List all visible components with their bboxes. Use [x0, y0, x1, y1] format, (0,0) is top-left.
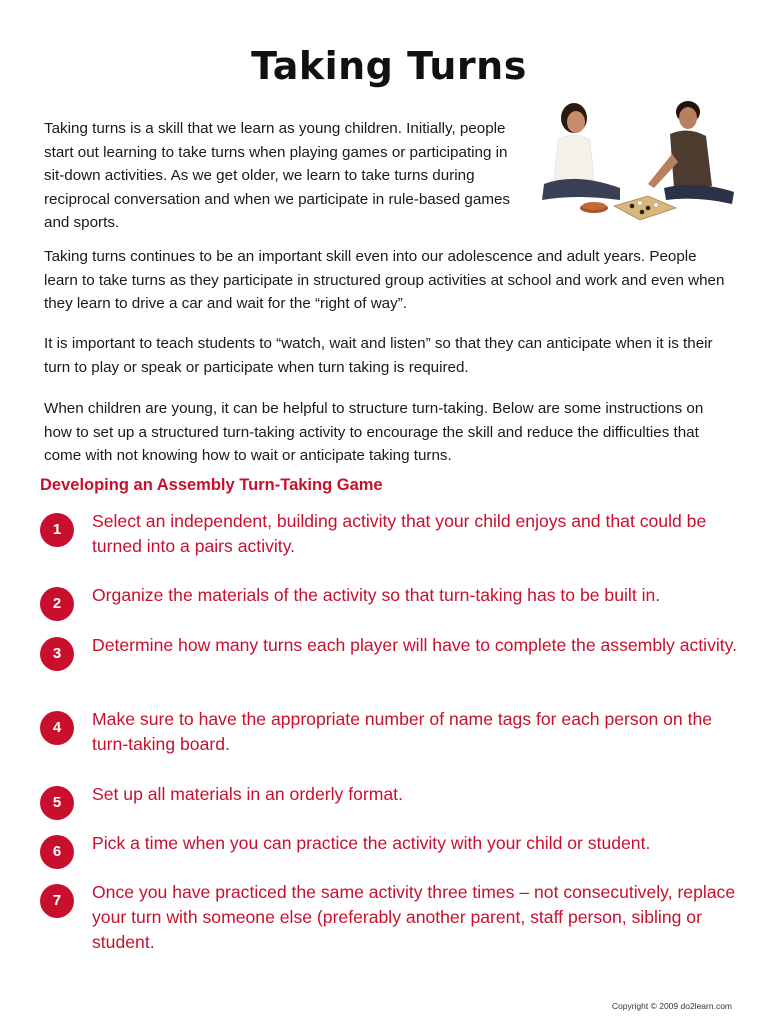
- step-text: Determine how many turns each player will have to complete the assembly activity.: [92, 635, 738, 655]
- step-number-badge: 4: [40, 711, 74, 745]
- step-text: Organize the materials of the activity so that turn-taking has to be built in.: [92, 585, 661, 605]
- paragraph-structure: When children are young, it can be helpful to structure turn-taking. Below are some instructions on how to set up a structured turn-taking activity to encourage the skill and reduce the difficulties that come with not knowing how to wait or anticipate taking turns.: [44, 400, 704, 464]
- photo-people-playing-game: [536, 96, 736, 226]
- page-title: Taking Turns: [251, 44, 527, 88]
- step-number-badge: 3: [40, 637, 74, 671]
- step-text: Make sure to have the appropriate number of name tags for each person on the turn-taking board.: [92, 709, 713, 754]
- step-number-badge: 7: [40, 884, 74, 918]
- section-heading: Developing an Assembly Turn-Taking Game: [40, 476, 383, 494]
- step-number-badge: 5: [40, 786, 74, 820]
- step-text: Pick a time when you can practice the activity with your child or student.: [92, 833, 651, 853]
- step-text: Set up all materials in an orderly format.: [92, 784, 403, 804]
- step-number-badge: 1: [40, 513, 74, 547]
- step-number-badge: 2: [40, 587, 74, 621]
- step-text: Select an independent, building activity that your child enjoys and that could be turned into a pairs activity.: [92, 511, 707, 556]
- paragraph-adolescence: Taking turns continues to be an important skill even into our adolescence and adult years. People learn to take turns as they participate in structured group activities at school and work and even when they learn to drive a car and wait for the “right of way”.: [44, 248, 725, 312]
- step-number-badge: 6: [40, 835, 74, 869]
- paragraph-watch-wait-listen: It is important to teach students to “watch, wait and listen” so that they can anticipate when it is their turn to play or speak or participate when turn taking is required.: [44, 335, 713, 376]
- intro-paragraph: Taking turns is a skill that we learn as young children. Initially, people start out learning to take turns when playing games or participating in sit-down activities. As we get older, we learn to take turns during reciprocal conversation and when we participate in rule-based games and sports.: [44, 120, 511, 231]
- step-text: Once you have practiced the same activity three times – not consecutively, replace your turn with someone else (preferably another parent, staff person, sibling or student.: [92, 882, 736, 952]
- copyright-notice: Copyright © 2009 do2learn.com: [611, 1001, 732, 1011]
